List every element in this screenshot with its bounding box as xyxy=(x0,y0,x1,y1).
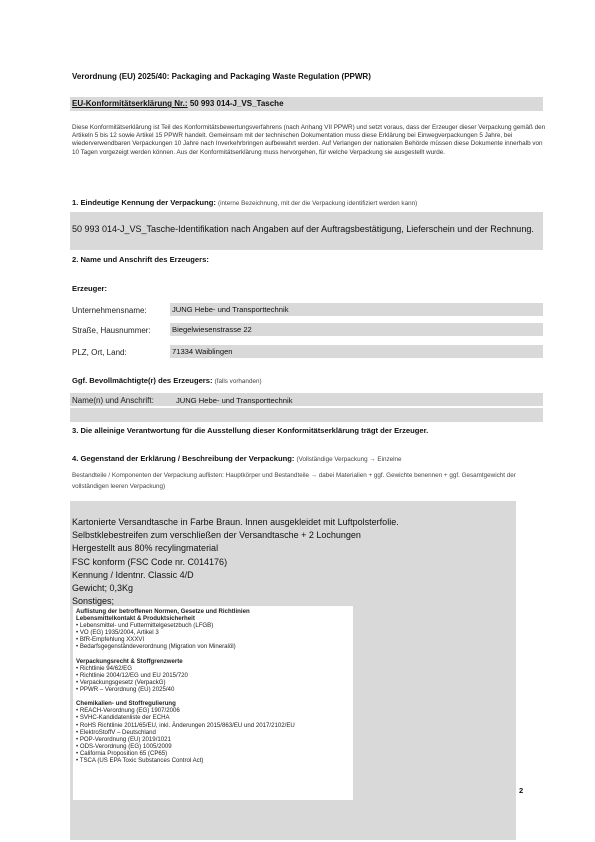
regulations-item: • Richtlinie 2004/12/EG und EU 2015/720 xyxy=(76,671,188,679)
description-line: Kennung / Identnr. Classic 4/D xyxy=(72,569,194,580)
description-line: Hergestellt aus 80% recylingmaterial xyxy=(72,543,219,554)
regulations-item xyxy=(76,651,295,658)
regulations-item: • REACH-Verordnung (EG) 1907/2006 xyxy=(76,707,180,715)
section-4-note-inline: (Vollständige Verpackung → Einzelne xyxy=(296,456,402,463)
regulations-item: • TSCA (US EPA Toxic Substances Control Act) xyxy=(76,756,204,764)
proxy-note: (falls vorhanden) xyxy=(214,378,262,385)
regulations-item: • PPWR – Verordnung (EU) 2025/40 xyxy=(76,686,175,694)
proxy-heading xyxy=(72,376,262,385)
eu-declaration-number[interactable]: 50 993 014-J_VS_Tasche xyxy=(189,99,284,108)
packaging-id-value: 50 993 014-J_VS_Tasche-Identifikation nach Angaben auf der Auftragsbestätigung, Lieferschein und der Rechnung. xyxy=(72,224,534,234)
eu-declaration-line xyxy=(72,99,284,108)
document-title: Verordnung (EU) 2025/40: Packaging and Packaging Waste Regulation (PPWR) xyxy=(72,72,371,81)
packaging-description xyxy=(72,516,399,608)
producer-subheading: Erzeuger: xyxy=(72,284,108,293)
eu-declaration-label: EU-Konformitätserklärung Nr.: xyxy=(72,99,188,108)
proxy-label: Name(n) und Anschrift: xyxy=(72,396,154,405)
description-line: FSC konform (FSC Code nr. C014176) xyxy=(72,556,228,567)
regulations-list xyxy=(76,608,295,764)
proxy-field-extra[interactable] xyxy=(70,408,543,422)
city-value: 71334 Waiblingen xyxy=(172,347,233,356)
page-number: 2 xyxy=(519,786,524,795)
street-value: Biegelwiesenstrasse 22 xyxy=(172,325,252,334)
regulations-item: • California Proposition 65 (CP65) xyxy=(76,749,168,757)
regulations-item: • Bedarfsgegenständeverordnung (Migration von Mineralöl) xyxy=(76,643,236,651)
regulations-item: • Verpackungsgesetz (VerpackG) xyxy=(76,678,166,686)
regulations-item: • RoHS Richtlinie 2011/65/EU, inkl. Änderungen 2015/863/EU und 2017/2102/EU xyxy=(76,721,295,729)
section-4-title: 4. Gegenstand der Erklärung / Beschreibung der Verpackung: xyxy=(72,454,295,463)
intro-paragraph: Diese Konformitätserklärung ist Teil des Konformitätsbewertungsverfahrens (nach Anhang VII PPWR) und setzt voraus, dass der Erzeuger dieser Verpackung gemäß den Artikeln 5 bis 12 sowie Artikel 15 PPWR handelt. Gemeinsam mit der technischen Dokumentation muss diese Erklärung bei Einwegverpackungen 5 Jahre, bei wiederverwendbaren Verpackungen 10 Jahre nach Inverkehrbringen aufbewahrt werden. Auf Verlangen der nationalen Behörde müssen diese Dokumente innerhalb von 10 Tagen vorgezeigt werden können. Aus der Konformitätserklärung muss hervorgehen, für welche Verpackung sie ausgestellt wurde. xyxy=(72,124,546,156)
description-line: Sonstiges; xyxy=(72,596,115,607)
regulations-item: • Lebensmittel- und Futtermittelgesetzbuch (LFGB) xyxy=(76,622,214,630)
regulations-item: • ODS-Verordnung (EG) 1005/2009 xyxy=(76,742,172,750)
section-2-heading: 2. Name und Anschrift des Erzeugers: xyxy=(72,255,209,264)
regulations-item: • BfR-Empfehlung XXXVI xyxy=(76,636,145,644)
regulations-item: • VO (EG) 1935/2004, Artikel 3 xyxy=(76,629,159,637)
regulations-group-heading: Chemikalien- und Stoffregulierung xyxy=(76,700,176,708)
description-line: Selbstklebestreifen zum verschließen der Versandtasche + 2 Lochungen xyxy=(72,530,361,541)
regulations-item: • POP-Verordnung (EU) 2019/1021 xyxy=(76,735,171,743)
regulations-item: • Richtlinie 94/62/EG xyxy=(76,664,132,672)
section-4-heading xyxy=(72,454,402,463)
regulations-item xyxy=(76,693,295,700)
street-label: Straße, Hausnummer: xyxy=(72,326,151,335)
section-1-title: 1. Eindeutige Kennung der Verpackung: xyxy=(72,198,216,207)
company-name-label: Unternehmensname: xyxy=(72,306,147,315)
description-line: Gewicht; 0,3Kg xyxy=(72,583,134,594)
company-name-value: JUNG Hebe- und Transporttechnik xyxy=(172,305,289,314)
regulations-group-heading: Verpackungsrecht & Stoffgrenzwerte xyxy=(76,657,183,665)
proxy-title: Ggf. Bevollmächtigte(r) des Erzeugers: xyxy=(72,376,213,385)
regulations-item: • ElektroStoffV – Deutschland xyxy=(76,728,156,736)
proxy-value: JUNG Hebe- und Transporttechnik xyxy=(176,396,293,405)
description-line: Kartonierte Versandtasche in Farbe Braun. Innen ausgekleidet mit Luftpolsterfolie. xyxy=(72,517,399,527)
section-1-note: (interne Bezeichnung, mit der die Verpackung identifiziert werden kann) xyxy=(218,200,418,207)
city-label: PLZ, Ort, Land: xyxy=(72,348,127,357)
regulations-group-heading: Auflistung der betroffenen Normen, Gesetze und Richtlinien xyxy=(76,608,250,615)
regulations-item: • SVHC-Kandidatenliste der ECHA xyxy=(76,714,170,722)
section-1-heading xyxy=(72,198,417,207)
section-3-heading: 3. Die alleinige Verantwortung für die Ausstellung dieser Konformitätserklärung trägt der Erzeuger. xyxy=(72,426,429,435)
section-4-note: Bestandteile / Komponenten der Verpackung auflisten: Hauptkörper und Bestandteile → dabei Materialien + ggf. Gewichte benennen + ggf. Gesamtgewicht der vollständigen leeren Verpackung) xyxy=(72,472,516,490)
regulations-group-heading: Lebensmittelkontakt & Produktsicherheit xyxy=(76,615,195,623)
